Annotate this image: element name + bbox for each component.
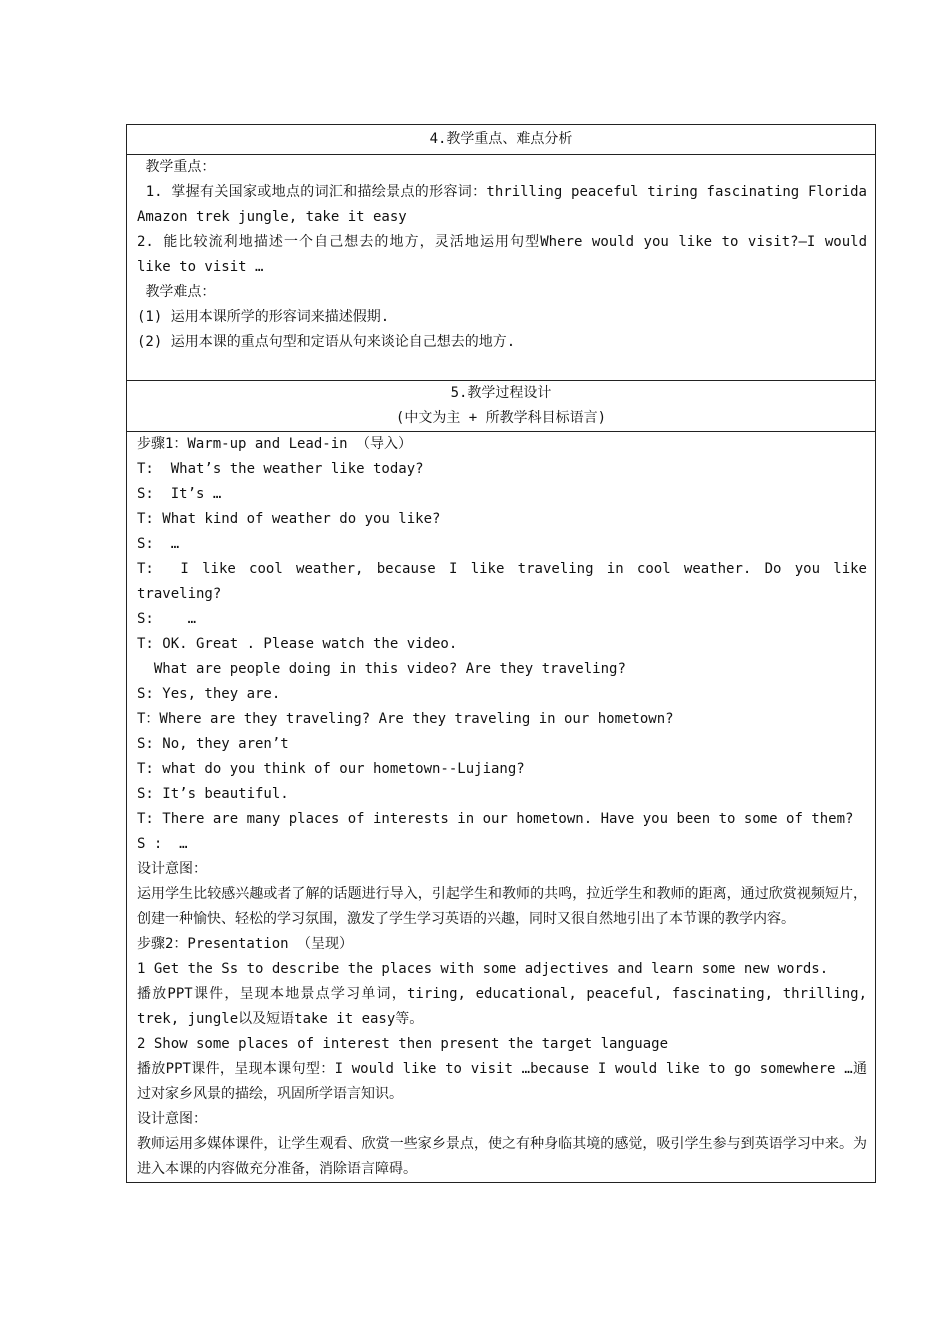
- section5-line: S: Yes, they are.: [137, 686, 281, 702]
- section4-line: 教学难点：: [137, 284, 216, 300]
- section5-line: T: OK. Great . Please watch the video.: [137, 636, 458, 652]
- section5-header: [127, 380, 875, 432]
- section5-line: What are people doing in this video? Are they traveling?: [137, 661, 626, 677]
- section5-line: 步骤2：Presentation （呈现）: [137, 936, 354, 952]
- section5-line: T: What’s the weather like today?: [137, 461, 424, 477]
- section5-line: S: It’s beautiful.: [137, 786, 289, 802]
- section5-body: [127, 432, 875, 1182]
- section5-line: S: …: [137, 611, 197, 627]
- section5-line: S: No, they aren’t: [137, 736, 289, 752]
- section5-line: 步骤1：Warm-up and Lead-in （导入）: [137, 436, 413, 452]
- section5-line: T: There are many places of interests in our hometown. Have you been to some of them?: [137, 811, 854, 827]
- section5-line: T：Where are they traveling? Are they traveling in our hometown?: [137, 711, 674, 727]
- section5-line: 播放PPT课件，呈现本课句型：I would like to visit …because I would like to go somewhere …通过对家乡风景的描绘，巩固所学语言知识。: [137, 1061, 867, 1102]
- section5-line: 2 Show some places of interest then present the target language: [137, 1036, 669, 1052]
- section4-body: [127, 155, 875, 380]
- section5-line: S: …: [137, 536, 180, 552]
- section5-line: 1 Get the Ss to describe the places with some adjectives and learn some new words.: [137, 961, 829, 977]
- section4-line: 2. 能比较流利地描述一个自己想去的地方，灵活地运用句型Where would you like to visit?—I would like to visit …: [137, 234, 876, 275]
- section5-line: T: What kind of weather do you like?: [137, 511, 441, 527]
- section5-line: T: I like cool weather, because I like traveling in cool weather. Do you like traveling?: [137, 561, 876, 602]
- section5-line: S: It’s …: [137, 486, 222, 502]
- section5-line: 播放PPT课件，呈现本地景点学习单词，tiring, educational, peaceful, fascinating, thrilling, trek, jungle以及短语take it easy等。: [137, 986, 876, 1027]
- section4-line: 教学重点：: [137, 159, 216, 175]
- section5-title: 5.教学过程设计: [450, 385, 552, 401]
- section5-line: T: what do you think of our hometown--Lujiang?: [137, 761, 525, 777]
- section5-subtitle: (中文为主 + 所教学科目标语言): [395, 410, 607, 426]
- section4-line: (1) 运用本课所学的形容词来描述假期.: [137, 309, 390, 325]
- section5-line: 设计意图：: [137, 861, 207, 877]
- section5-line: 教师运用多媒体课件，让学生观看、欣赏一些家乡景点，使之有种身临其境的感觉，吸引学生参与到英语学习中来。为进入本课的内容做充分准备，消除语言障碍。: [137, 1136, 867, 1177]
- section5-line: 运用学生比较感兴趣或者了解的话题进行导入，引起学生和教师的共鸣，拉近学生和教师的距离，通过欣赏视频短片，创建一种愉快、轻松的学习氛围，激发了学生学习英语的兴趣，同时又很自然地引出了本节课的教学内容。: [137, 886, 867, 927]
- section4-title: 4.教学重点、难点分析: [127, 125, 875, 155]
- section4-line: (2) 运用本课的重点句型和定语从句来谈论自己想去的地方.: [137, 334, 516, 350]
- section4-line: 1. 掌握有关国家或地点的词汇和描绘景点的形容词：thrilling peaceful tiring fascinating Florida Amazon trek jungle, take it easy: [137, 184, 876, 225]
- section5-line: S : …: [137, 836, 188, 852]
- section5-line: 设计意图：: [137, 1111, 207, 1127]
- lesson-plan-table: [126, 124, 876, 1183]
